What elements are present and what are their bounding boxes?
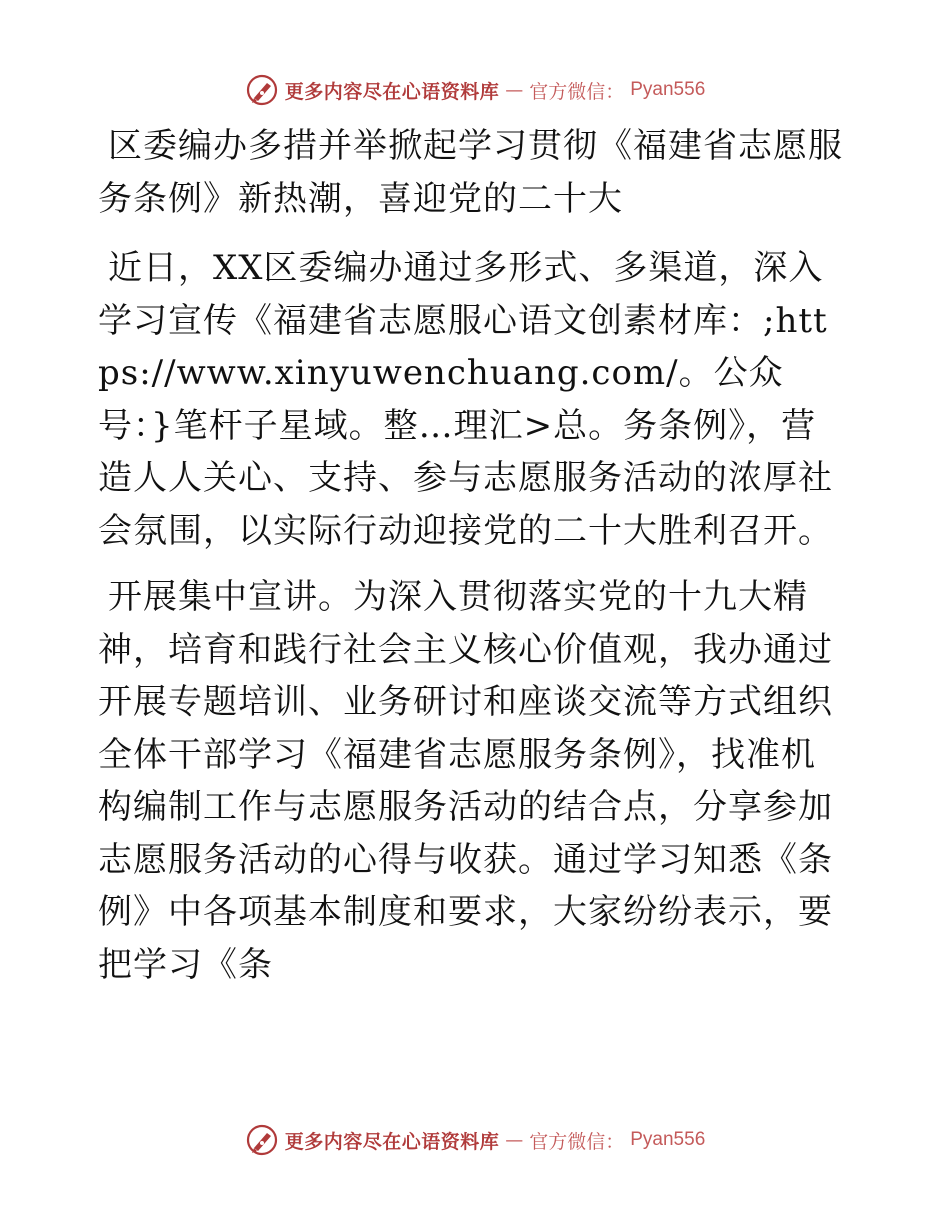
paragraph-1: 近日，XX区委编办通过多形式、多渠道，深入学习宣传《福建省志愿服心语文创素材库：;https://www.xinyuwenchuang.com/。公众号：}笔杆子星域。整…理汇>总。务条例》，营造人人关心、支持、参与志愿服务活动的浓厚社会氛围，以实际行动迎接党的二十大胜利召开。	[98, 248, 833, 551]
watermark-brand: 更多内容尽在心语资料库	[284, 80, 500, 103]
watermark-wechat-id: Pyan556	[630, 79, 706, 100]
paragraph-2: 开展集中宣讲。为深入贯彻落实党的十九大精神，培育和践行社会主义核心价值观，我办通过开展专题培训、业务研讨和座谈交流等方式组织全体干部学习《福建省志愿服务条例》，找准机构编制工作与志愿服务活动的结合点，分享参加志愿服务活动的心得与收获。通过学习知悉《条例》中各项基本制度和要求，大家纷纷表示，要把学习《条	[98, 577, 833, 985]
watermark-dash: —	[505, 79, 524, 101]
watermark-dash: —	[505, 1129, 524, 1151]
watermark-wechat-id: Pyan556	[630, 1129, 706, 1150]
pen-logo-icon	[245, 1123, 279, 1157]
watermark-wechat-label: 官方微信：	[529, 1130, 625, 1153]
document-title: 区委编办多措并举掀起学习贯彻《福建省志愿服务条例》新热潮，喜迎党的二十大	[98, 126, 843, 219]
watermark-wechat-label: 官方微信：	[529, 80, 625, 103]
header-watermark	[0, 70, 950, 110]
pen-logo-icon	[245, 73, 279, 107]
watermark-brand: 更多内容尽在心语资料库	[284, 1130, 500, 1153]
footer-watermark	[0, 1120, 950, 1160]
document-body	[98, 120, 850, 991]
